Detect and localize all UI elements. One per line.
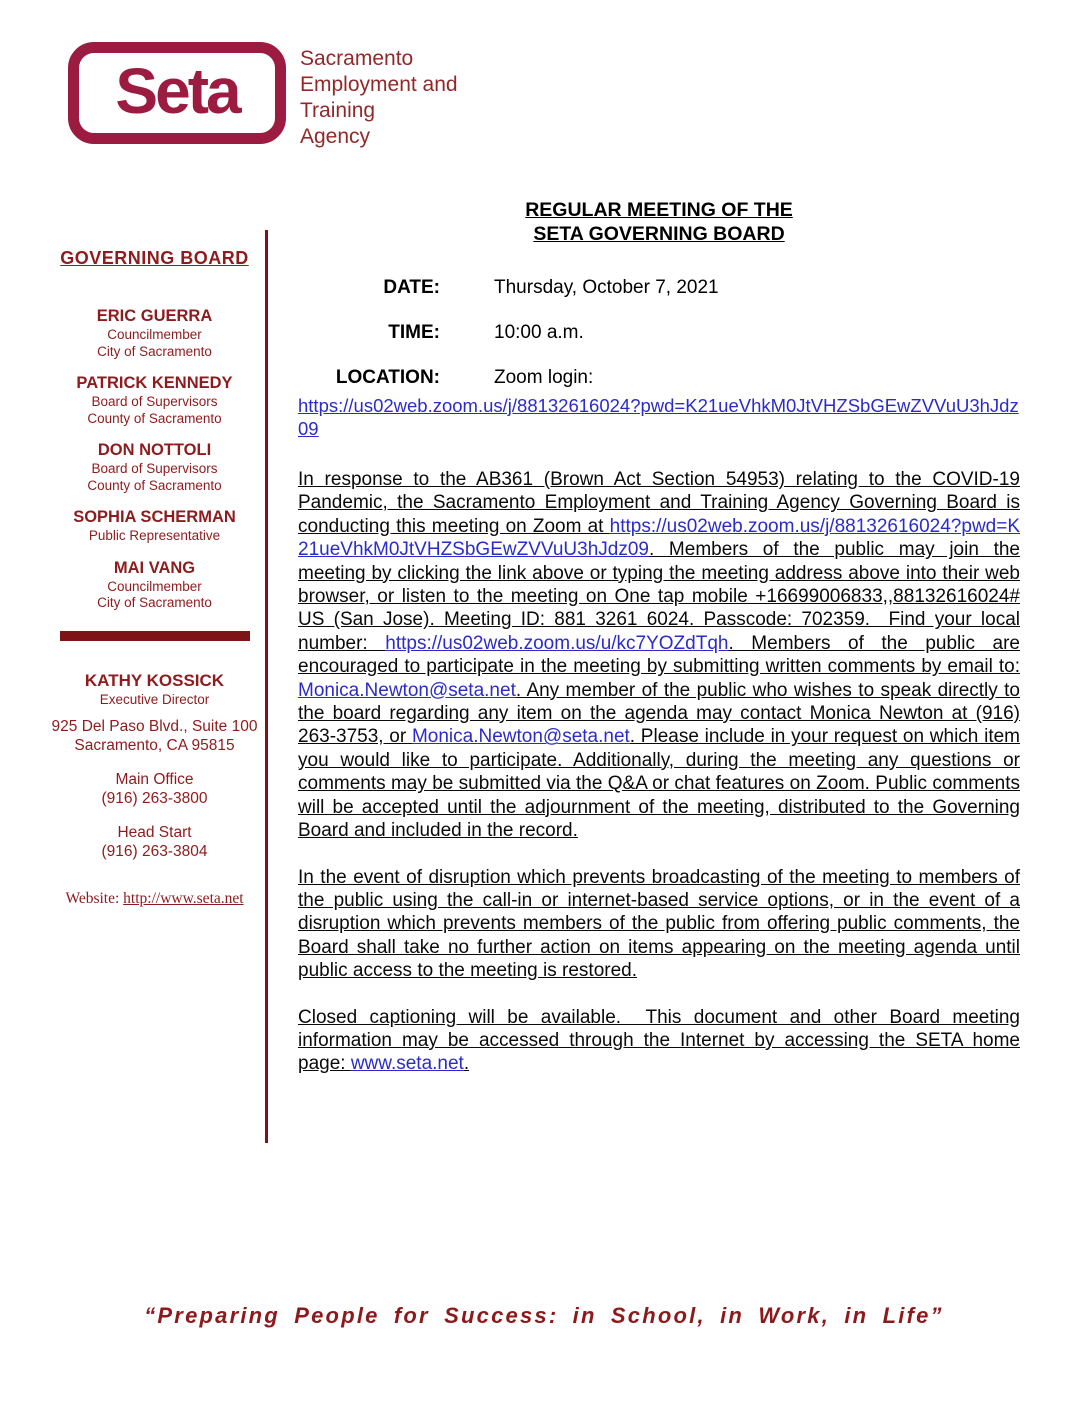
address-line: Sacramento, CA 95815 (74, 736, 235, 754)
website-label: Website: (65, 889, 124, 907)
member-title: Board of Supervisors (91, 394, 218, 409)
contact-label: Main Office (115, 770, 194, 788)
footer-motto: “Preparing People for Success: in School, in Work, in Life” (144, 1303, 944, 1328)
member-name: PATRICK KENNEDY (76, 374, 233, 392)
agency-address (42, 717, 267, 755)
seta-logo (68, 42, 286, 144)
location-value: Zoom login: (494, 367, 594, 388)
member-title: County of Sacramento (87, 410, 222, 426)
agency-line: Sacramento (300, 47, 414, 70)
paragraph-text: . Any member of the public who wishes to speak directly to the board regarding any item on the agenda may contact Monica Newton at (916) 263-3753, or (298, 679, 1020, 748)
time-value: 10:00 a.m. (494, 322, 584, 343)
member-title: City of Sacramento (97, 343, 212, 359)
date-value: Thursday, October 7, 2021 (494, 277, 719, 298)
director-title: Executive Director (99, 691, 210, 707)
paragraph-text: . Members of the public are encouraged to participate in the meeting by submitting written comments by email to: (298, 632, 1021, 678)
time-label: TIME: (388, 322, 440, 343)
sidebar-divider-bar (60, 631, 250, 641)
board-member (42, 558, 267, 612)
title-line-2: SETA GOVERNING BOARD (533, 223, 785, 245)
website-line (42, 890, 267, 908)
body-paragraphs (298, 468, 1020, 1076)
zoom-login-line (298, 394, 1020, 440)
paragraph-text: In the event of disruption which prevents broadcasting of the meeting to members of the public using the call-in or internet-based service options, or in the event of a disruption which prevents members of the public from offering public comments, the Board shall take no further action on items appearing on the meeting agenda until public access to the meeting is restored. (298, 866, 1020, 982)
member-name: MAI VANG (113, 558, 196, 577)
member-title: County of Sacramento (87, 477, 222, 493)
contact-phone: (916) 263-3804 (101, 842, 208, 860)
contact-block (42, 770, 267, 808)
time-row (298, 321, 1020, 345)
location-label: LOCATION: (335, 367, 440, 388)
member-title: Board of Supervisors (91, 461, 218, 476)
agency-line: Training (300, 99, 376, 122)
paragraph-text: . Please include in your request on which item you would like to participate. Additionally, during the meeting any questions or comments may be submitted via the Q&A or chat features on Zoom. Public comments will be accepted until the adjournment of the meeting, distributed to the Governing Board and included in the record. (298, 726, 1020, 842)
board-member (42, 373, 267, 427)
body-paragraph (298, 468, 1020, 843)
inline-link[interactable]: Monica.Newton@seta.net (411, 726, 630, 748)
sidebar-contacts (42, 770, 267, 861)
member-title: City of Sacramento (97, 595, 212, 610)
board-member (42, 440, 267, 494)
document-title (298, 198, 1020, 246)
inline-link[interactable]: https://us02web.zoom.us/j/88132616024?pwd=K21ueVhkM0JtVHZSbGEwZVVuU3hJdz09 (298, 515, 1020, 561)
paragraph-text: . Members of the public may join the meeting by clicking the link above or typing the meeting address above into their web browser, or listen to the meeting on One tap mobile +16699006833,,88132616024# US (San Jose). Meeting ID: 881 3261 6024. Passcode: 702359. Find your local number: (298, 539, 1020, 654)
title-line-1: REGULAR MEETING OF THE (525, 199, 793, 221)
address-line: 925 Del Paso Blvd., Suite 100 (51, 717, 258, 735)
paragraph-text: . (463, 1053, 470, 1075)
contact-block (42, 823, 267, 861)
zoom-login-link[interactable]: https://us02web.zoom.us/j/88132616024?pwd=K21ueVhkM0JtVHZSbGEwZVVuU3hJdz09 (298, 395, 1019, 439)
date-label: DATE: (383, 277, 440, 298)
board-members (42, 306, 267, 612)
member-name: SOPHIA SCHERMAN (73, 508, 236, 526)
member-title: Public Representative (88, 528, 221, 543)
executive-director (42, 670, 267, 708)
contact-label: Head Start (117, 823, 192, 841)
sidebar-heading: GOVERNING BOARD (60, 248, 249, 268)
date-row (298, 276, 1020, 300)
agency-line: Agency (300, 125, 371, 148)
member-title: Councilmember (107, 327, 202, 342)
seta-logo-text: Seta (115, 55, 239, 127)
body-paragraph (298, 1006, 1020, 1076)
inline-link[interactable]: https://us02web.zoom.us/u/kc7YOZdTqh (385, 632, 729, 654)
sidebar (42, 248, 267, 908)
main-content (298, 198, 1020, 1099)
board-member (42, 507, 267, 545)
agency-line: Employment and (300, 73, 458, 96)
contact-phone: (916) 263-3800 (101, 789, 208, 807)
agency-name (300, 46, 458, 150)
paragraph-text: Closed captioning will be available. This document and other Board meeting information may be accessed through the Internet by accessing the SETA home page: (298, 1006, 1020, 1075)
board-member (42, 306, 267, 360)
member-name: DON NOTTOLI (97, 441, 212, 459)
inline-link[interactable]: www.seta.net (350, 1053, 464, 1075)
body-paragraph (298, 866, 1020, 983)
member-name: ERIC GUERRA (96, 307, 213, 325)
member-title: Councilmember (107, 578, 202, 594)
paragraph-text: In response to the AB361 (Brown Act Section 54953) relating to the COVID-19 Pandemic, the Sacramento Employment and Training Agency Governing Board is conducting this meeting on Zoom at (298, 469, 1020, 537)
meeting-details (298, 276, 1020, 440)
director-name: KATHY KOSSICK (84, 670, 225, 690)
inline-link[interactable]: Monica.Newton@seta.net (298, 679, 516, 701)
website-link[interactable]: http://www.seta.net (123, 889, 244, 907)
location-row (298, 366, 1020, 390)
